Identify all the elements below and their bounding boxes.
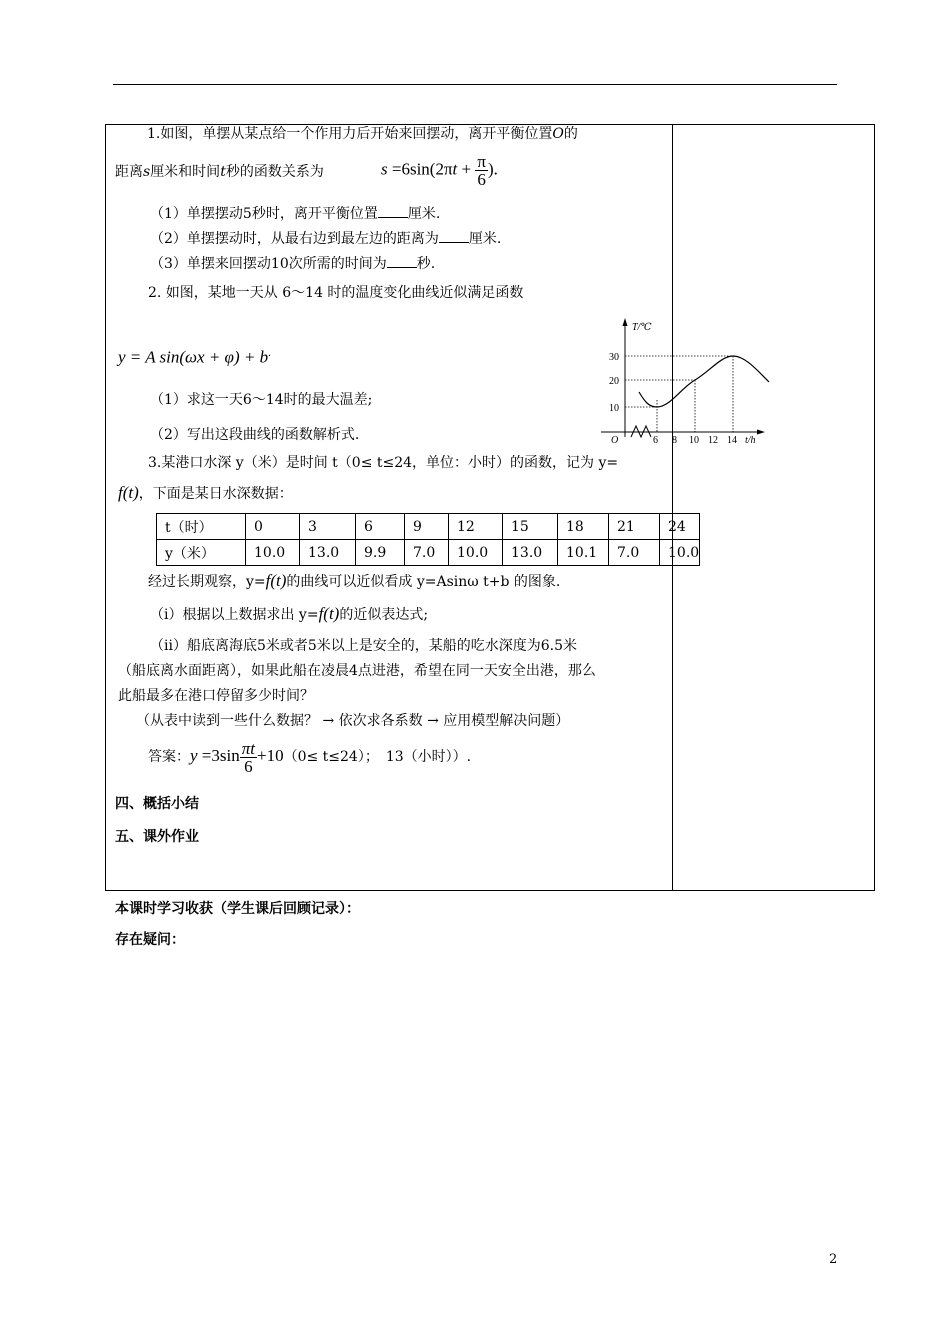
y-axis-arrow-icon — [623, 318, 628, 326]
table-cell: 7.0 — [405, 540, 449, 566]
table-cell: 13.0 — [300, 540, 356, 566]
table-cell: 9 — [405, 514, 449, 540]
table-cell: t（时） — [157, 514, 246, 540]
p3-answer: 答案：y =3sin $\frac{\pi t}{6}$ +10（0≤ t≤24）； 13（小时））. — [148, 739, 472, 776]
origin-label: O — [611, 435, 619, 446]
y-tick-10: 10 — [609, 403, 619, 414]
x-axis-label: t/h — [745, 435, 756, 446]
lesson-table-divider — [672, 124, 673, 891]
p1-q2: （2）单摆摆动时，从最右边到最左边的距离为 厘米. — [150, 228, 501, 249]
p2-q2: （2）写出这段曲线的函数解析式. — [150, 427, 360, 443]
p3-part-ii-line1: （ii）船底离海底5米或者5米以上是安全的，某船的吃水深度为6.5米 — [150, 638, 578, 654]
p3-line2: f(t)，下面是某日水深数据： — [118, 483, 293, 502]
table-cell: 13.0 — [503, 540, 558, 566]
p2-formula: y = A sin(ωx + φ) + b. — [118, 347, 271, 367]
learning-harvest-label: 本课时学习收获（学生课后回顾记录）： — [115, 901, 360, 917]
p3-part-ii-line3: 此船最多在港口停留多少时间？ — [118, 688, 314, 704]
p1-fraction: $\frac{\pi}{6}$ — [477, 152, 486, 189]
table-cell: 0 — [246, 514, 300, 540]
answer-fraction: $\frac{\pi t}{6}$ — [241, 739, 255, 776]
temperature-curve — [639, 356, 769, 407]
x-tick-6: 6 — [653, 435, 658, 446]
table-cell: 3 — [300, 514, 356, 540]
p3-part-i: （i）根据以上数据求出 y=f(t)的近似表达式; — [150, 604, 429, 623]
p3-part-ii-line2: （船底离水面距离），如果此船在凌晨4点进港，希望在同一天安全出港，那么 — [118, 663, 596, 679]
p1-q1: （1）单摆摆动5秒时，离开平衡位置 厘米. — [150, 203, 440, 224]
table-cell: 10.0 — [660, 540, 700, 566]
answer-blank — [378, 203, 408, 218]
p2-line1: 2. 如图，某地一天从 6～14 时的温度变化曲线近似满足函数 — [148, 285, 524, 301]
table-cell: 6 — [356, 514, 405, 540]
p1-q3: （3）单摆来回摆动10次所需的时间为 秒. — [150, 253, 435, 274]
table-cell: 15 — [503, 514, 558, 540]
table-row — [157, 540, 700, 566]
table-cell: y（米） — [157, 540, 246, 566]
table-cell: 10.0 — [246, 540, 300, 566]
p1-line1: 1.如图，单摆从某点给一个作用力后开始来回摆动，离开平衡位置O的 — [147, 126, 578, 142]
header-rule — [113, 84, 837, 85]
x-tick-8: 8 — [672, 435, 677, 446]
table-cell: 18 — [558, 514, 609, 540]
y-tick-30: 30 — [609, 352, 619, 363]
x-tick-10: 10 — [689, 435, 699, 446]
table-cell: 9.9 — [356, 540, 405, 566]
y-axis-label: T/℃ — [632, 322, 652, 333]
table-cell: 24 — [660, 514, 700, 540]
answer-blank — [439, 228, 469, 243]
p3-observation: 经过长期观察，y=f(t)的曲线可以近似看成 y=Asinω t+b 的图象. — [148, 571, 561, 590]
x-tick-14: 14 — [727, 435, 737, 446]
section-summary-heading: 四、概括小结 — [115, 796, 199, 812]
open-questions-label: 存在疑问： — [115, 932, 185, 948]
table-cell: 10.0 — [449, 540, 503, 566]
water-depth-table — [156, 513, 700, 566]
temperature-graph — [595, 316, 775, 451]
p3-line1: 3.某港口水深 y（米）是时间 t（0≤ t≤24，单位：小时）的函数，记为 y= — [148, 455, 619, 471]
table-cell: 10.1 — [558, 540, 609, 566]
p1-line2: 距离s厘米和时间t秒的函数关系为 — [115, 164, 324, 180]
x-tick-12: 12 — [708, 435, 718, 446]
x-axis-arrow-icon — [757, 430, 765, 435]
section-homework-heading: 五、课外作业 — [115, 829, 199, 845]
table-cell: 21 — [609, 514, 660, 540]
y-tick-20: 20 — [609, 376, 619, 387]
p1-formula: s =6sin(2πt + $\frac{\pi}{6}$ ). — [381, 152, 498, 189]
table-row — [157, 514, 700, 540]
table-cell: 12 — [449, 514, 503, 540]
table-cell: 7.0 — [609, 540, 660, 566]
p2-q1: （1）求这一天6～14时的最大温差; — [150, 392, 373, 408]
p3-hint: （从表中读到一些什么数据？ → 依次求各系数 → 应用模型解决问题） — [136, 713, 570, 729]
answer-blank — [387, 253, 417, 268]
page-number: 2 — [829, 1252, 838, 1267]
